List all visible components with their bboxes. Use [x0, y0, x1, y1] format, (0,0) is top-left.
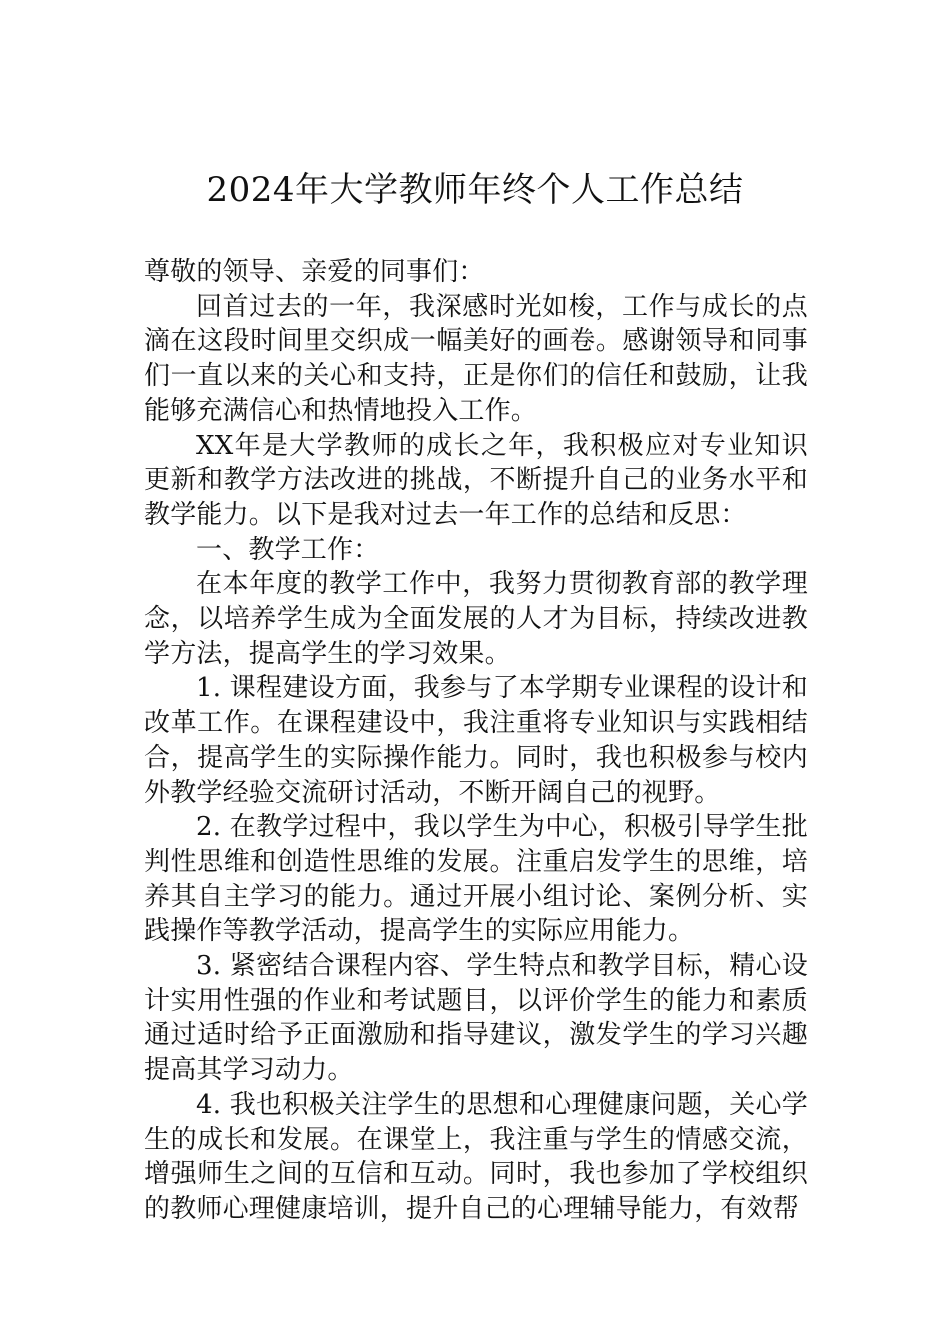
section-heading-teaching: 一、教学工作： — [196, 534, 380, 565]
paragraph-overview: XX年是大学教师的成长之年，我积极应对专业知识更新和教学方法改进的挑战，不断提升自己的业务水平和教学能力。以下是我对过去一年工作的总结和反思： — [144, 430, 808, 530]
document-body — [144, 255, 808, 1227]
paragraph-teaching-summary: 在本年度的教学工作中，我努力贯彻教育部的教学理念，以培养学生成为全面发展的人才为目标，持续改进教学方法，提高学生的学习效果。 — [144, 569, 808, 669]
list-item-3: 3. 紧密结合课程内容、学生特点和教学目标，精心设计实用性强的作业和考试题目，以评价学生的能力和素质通过适时给予正面激励和指导建议，激发学生的学习兴趣提高其学习动力。 — [144, 951, 808, 1086]
list-item-2: 2. 在教学过程中，我以学生为中心，积极引导学生批判性思维和创造性思维的发展。注重启发学生的思维，培养其自主学习的能力。通过开展小组讨论、案例分析、实践操作等教学活动，提高学生的实际应用能力。 — [144, 812, 808, 947]
paragraph-intro: 回首过去的一年，我深感时光如梭，工作与成长的点滴在这段时间里交织成一幅美好的画卷。感谢领导和同事们一直以来的关心和支持，正是你们的信任和鼓励，让我能够充满信心和热情地投入工作。 — [144, 291, 808, 426]
document-title: 2024年大学教师年终个人工作总结 — [206, 170, 744, 210]
list-item-1: 1. 课程建设方面，我参与了本学期专业课程的设计和改革工作。在课程建设中，我注重将专业知识与实践相结合，提高学生的实际操作能力。同时，我也积极参与校内外教学经验交流研讨活动，不断开阔自己的视野。 — [144, 673, 808, 808]
salutation: 尊敬的领导、亲爱的同事们： — [144, 257, 485, 287]
list-item-4: 4. 我也积极关注学生的思想和心理健康问题，关心学生的成长和发展。在课堂上，我注重与学生的情感交流，增强师生之间的互信和互动。同时，我也参加了学校组织的教师心理健康培训，提升自己的心理辅导能力，有效帮 — [144, 1089, 808, 1224]
